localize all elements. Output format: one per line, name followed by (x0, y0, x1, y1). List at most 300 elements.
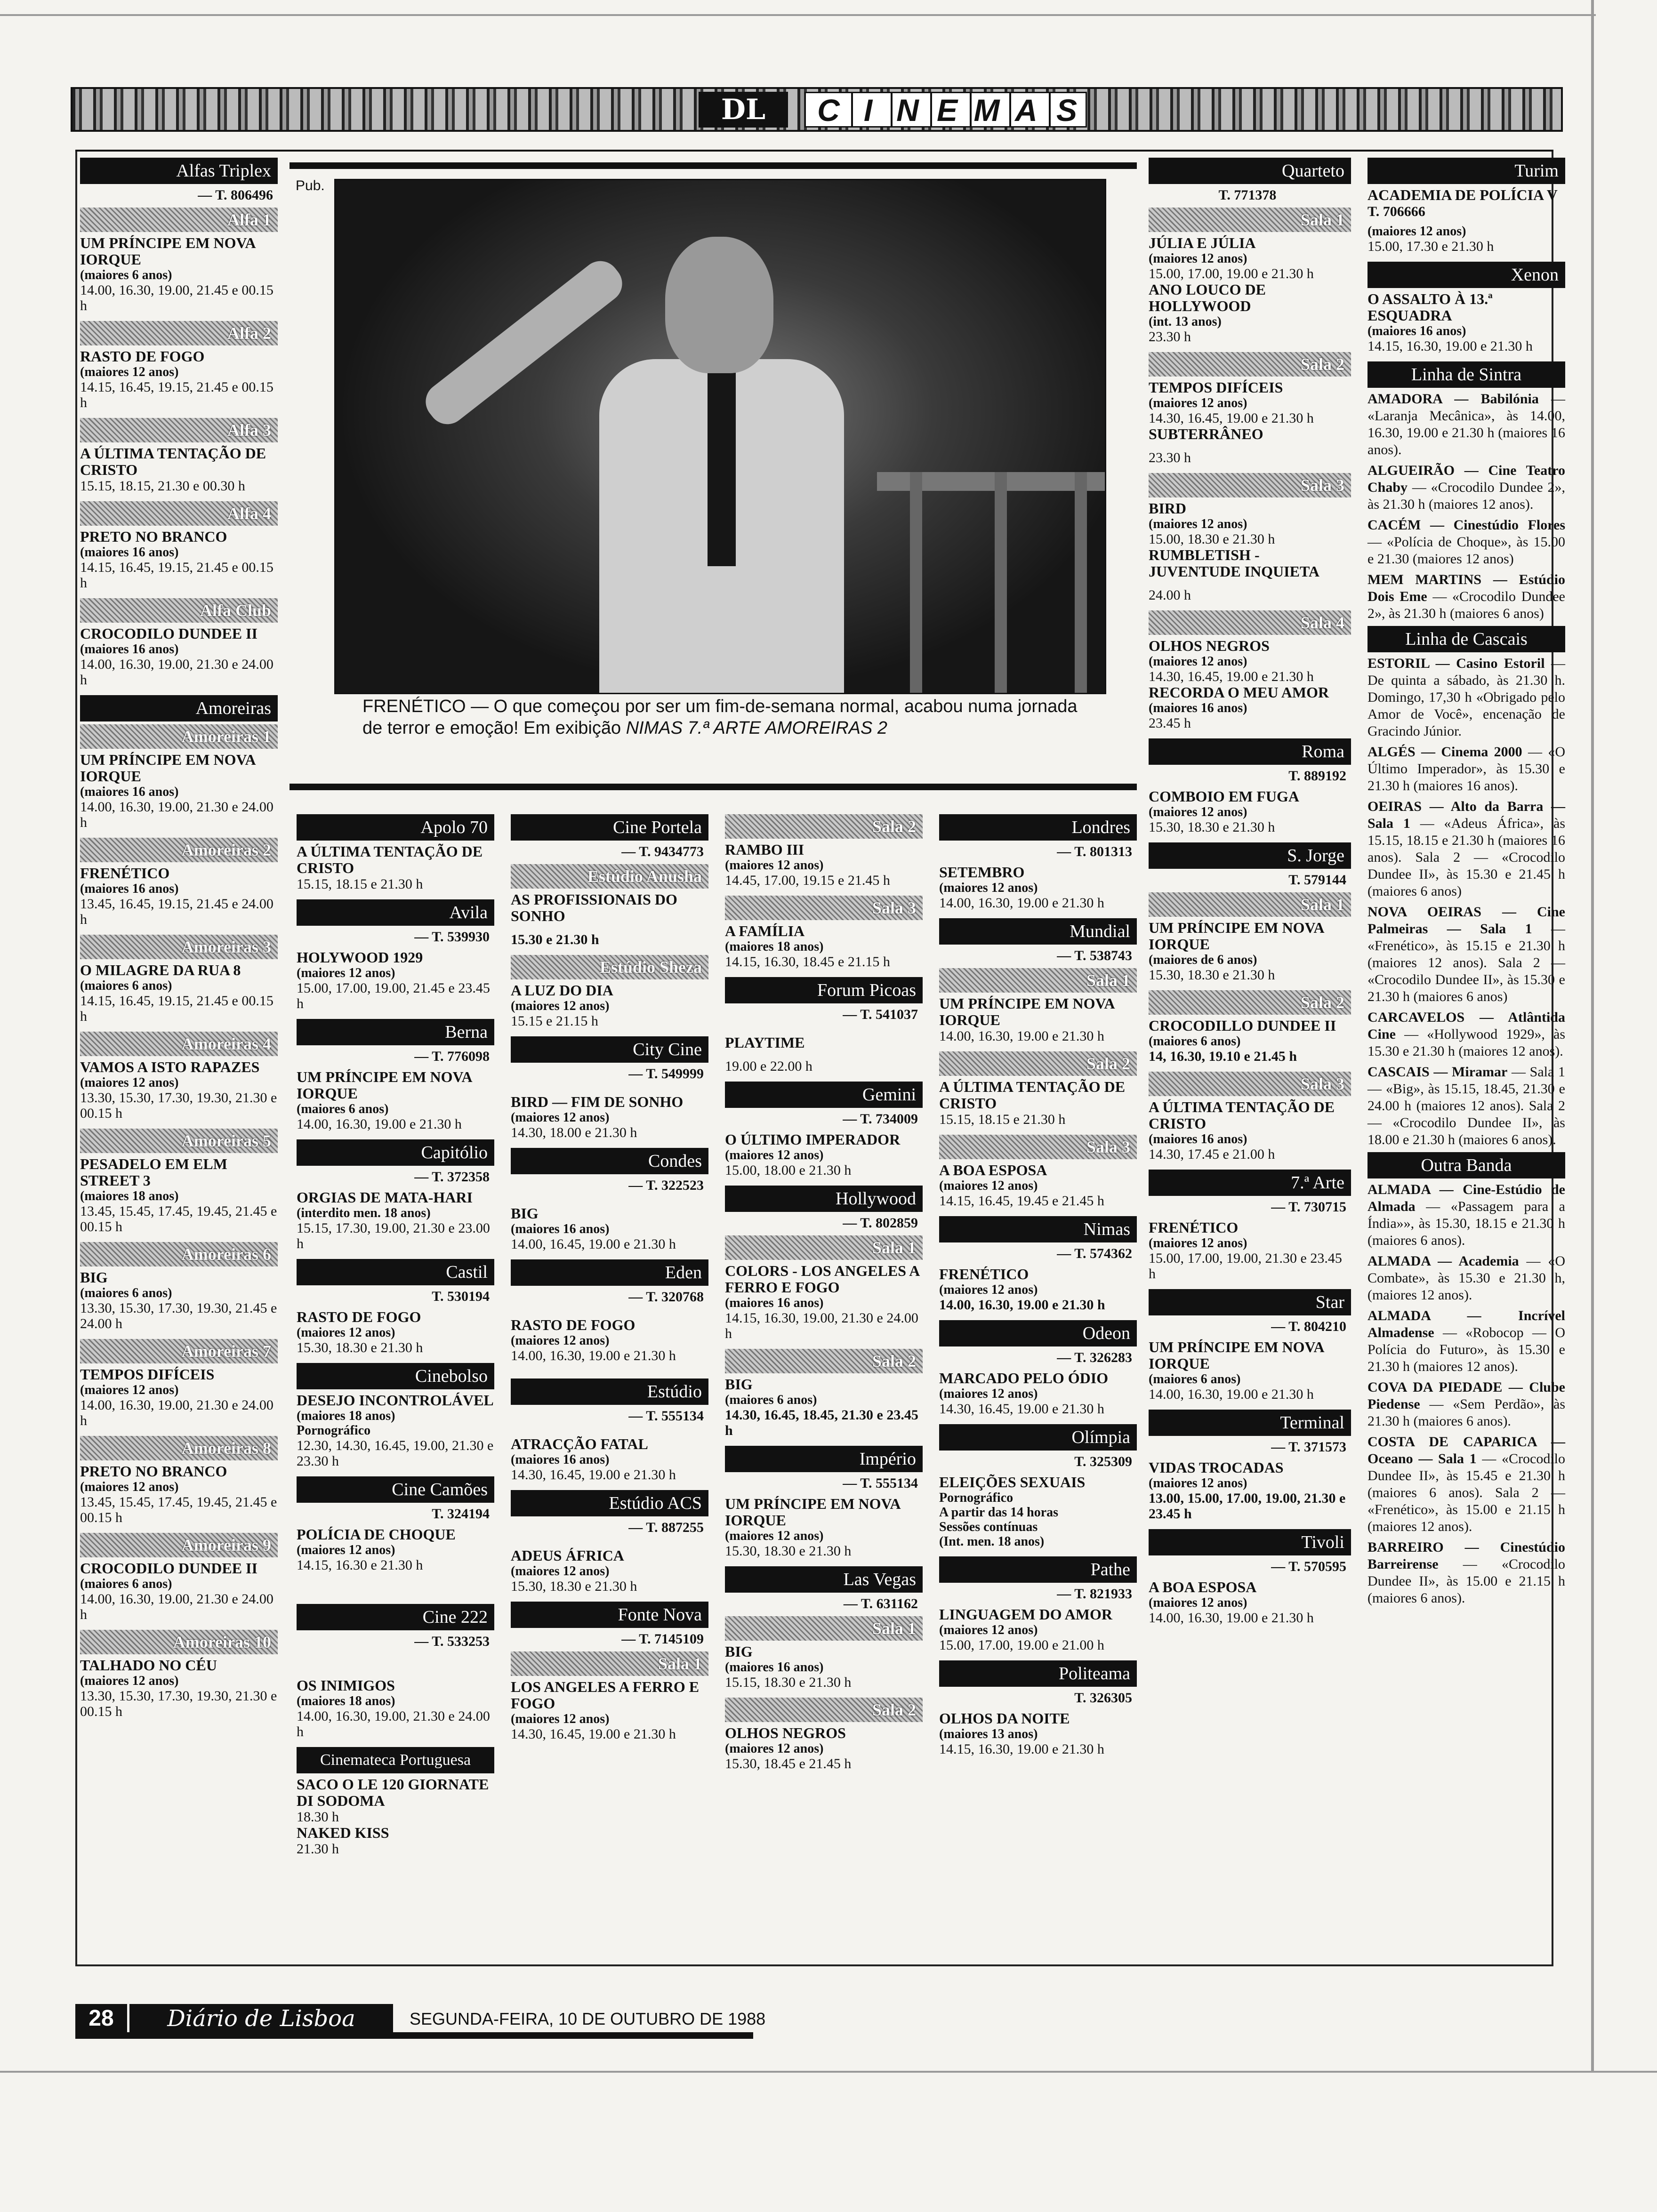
cinema-header: Eden (511, 1259, 708, 1286)
film-title: CROCODILO DUNDEE II (80, 1560, 257, 1577)
column-6 (1149, 158, 1351, 1633)
showtimes: 23.30 h (1149, 450, 1191, 465)
rating: (maiores 16 anos) (725, 1296, 824, 1310)
film-title: ELEIÇÕES SEXUAIS (939, 1474, 1086, 1491)
screen-header: Sala 1 (1149, 208, 1351, 232)
rating: (maiores 12 anos) (1149, 1236, 1247, 1250)
showtimes: 14.45, 17.00, 19.15 e 21.45 h (725, 873, 890, 888)
rating: (maiores 12 anos) (725, 858, 824, 873)
cinema-header: City Cine (511, 1036, 708, 1063)
rating: (maiores de 6 anos) (1149, 953, 1257, 967)
phone: T. 889192 (1288, 768, 1346, 784)
film-title: BIRD — FIM DE SONHO (511, 1093, 684, 1110)
showtimes: 13.45, 15.45, 17.45, 19.45, 21.45 e 00.15 h (80, 1203, 277, 1234)
showtimes: 14.30, 16.45, 19.00 e 21.30 h (511, 1726, 676, 1742)
film-title: PESADELO EM ELM STREET 3 (80, 1155, 227, 1189)
regional-listing: CASCAIS — Miramar — Sala 1 — «Big», às 15.15, 18.45, 21.30 e 24.00 h (maiores 12 anos). Sala 2 — «Crocodilo Dundee II», às 18.00 e 21.30 h (maiores 6 anos). (1367, 1064, 1565, 1147)
cinema-header: Apolo 70 (297, 814, 494, 841)
cinema-header: Capitólio (297, 1139, 494, 1166)
showtimes: 14.00, 16.30, 19.00 e 21.30 h (939, 895, 1104, 911)
showtimes: 15.15, 18.15 e 21.30 h (297, 876, 423, 892)
section-letter: N (885, 93, 932, 126)
rating: (Int. men. 18 anos) (939, 1534, 1045, 1549)
cinema-header: Star (1149, 1289, 1351, 1315)
showtimes: 14.00, 16.30, 19.00 e 21.30 h (939, 1028, 1104, 1044)
screen-header: Alfa Club (80, 598, 278, 623)
film-title: LINGUAGEM DO AMOR (939, 1606, 1112, 1623)
showtimes: 14.15, 16.45, 19.15, 21.45 e 00.15 h (80, 993, 273, 1024)
screen-header: Amoreiras 6 (80, 1242, 278, 1266)
film-title: SETEMBRO (939, 864, 1025, 881)
film-title: UM PRÍNCIPE EM NOVA IORQUE (939, 995, 1114, 1028)
film-note: Pornográfico (939, 1491, 1014, 1505)
frame-top-rule (75, 150, 1553, 152)
screen-header: Alfa 2 (80, 321, 278, 345)
column-5 (939, 814, 1137, 1764)
film-title: RAMBO III (725, 841, 804, 858)
showtimes: 15.00, 18.00 e 21.30 h (725, 1162, 852, 1178)
rating: (maiores 16 anos) (80, 882, 179, 896)
film-title: ACADEMIA DE POLÍCIA V (1367, 186, 1558, 203)
film-title: RASTO DE FOGO (297, 1308, 421, 1325)
cinema-header: Forum Picoas (725, 977, 923, 1003)
cinema-header: Estúdio ACS (511, 1490, 708, 1516)
film-title: A LUZ DO DIA (511, 982, 613, 999)
film-title: HOLYWOOD 1929 (297, 949, 423, 966)
showtimes: 15.30, 18.45 e 21.45 h (725, 1756, 852, 1771)
film-title: A ÚLTIMA TENTAÇÃO DE CRISTO (80, 445, 266, 478)
column-7 (1367, 158, 1565, 1611)
rating: (maiores 12 anos) (1149, 517, 1247, 531)
film-title: VIDAS TROCADAS (1149, 1459, 1284, 1476)
film-title: FRENÉTICO (1149, 1219, 1239, 1236)
section-letter: I (845, 93, 893, 126)
phone: — T. 887255 (628, 1520, 704, 1535)
rating: (maiores 6 anos) (80, 268, 172, 282)
showtimes: 14.00, 16.30, 19.00, 21.30 e 24.00 h (80, 799, 273, 830)
rating: (maiores 16 anos) (511, 1452, 610, 1467)
column-1 (80, 158, 278, 1727)
phone: — T. 371573 (1271, 1439, 1346, 1455)
phone: — T. 776098 (414, 1049, 490, 1064)
showtimes: 14.30, 17.45 e 21.00 h (1149, 1146, 1275, 1162)
phone: — T. 320768 (628, 1289, 704, 1305)
screen-header: Estúdio Sheza (511, 955, 708, 979)
phone: T. 325309 (1074, 1454, 1132, 1469)
rating: (maiores 16 anos) (80, 545, 179, 560)
paper-logo: DL (699, 92, 788, 128)
rating: (maiores 6 anos) (80, 978, 172, 993)
screen-header: Sala 1 (1149, 892, 1351, 917)
showtimes: 14.30, 16.45, 19.00 e 21.30 h (1149, 669, 1314, 684)
rating: (maiores 6 anos) (297, 1102, 389, 1116)
showtimes: 15.15 e 21.15 h (511, 1013, 598, 1029)
section-letter: M (964, 93, 1011, 126)
showtimes: 15.00, 17.00, 19.00, 21.45 e 23.45 h (297, 980, 490, 1011)
phone: T. 771378 (1218, 187, 1277, 203)
film-title: RUMBLETISH - JUVENTUDE INQUIETA (1149, 546, 1320, 580)
film-title: UM PRÍNCIPE EM NOVA IORQUE (80, 234, 255, 268)
showtimes: 14.15, 16.45, 19.45 e 21.45 h (939, 1193, 1104, 1209)
phone: T. 530194 (432, 1289, 490, 1304)
showtimes: 21.30 h (297, 1841, 339, 1857)
showtimes: 15.30, 18.30 e 21.30 h (1149, 819, 1275, 835)
phone: — T. 574362 (1057, 1246, 1132, 1261)
rating: (interdito men. 18 anos) (297, 1206, 431, 1220)
screen-header: Sala 3 (725, 896, 923, 920)
region-header: Outra Banda (1367, 1152, 1565, 1178)
regional-listing: COSTA DE CAPARICA — Oceano — Sala 1 — «Crocodilo Dundee II», às 15.45 e 21.30 h (maiores 6 anos). Sala 2 — «Frenético», às 15.00 e 21.15 h (maiores 12 anos). (1367, 1434, 1565, 1534)
film-title: ORGIAS DE MATA-HARI (297, 1189, 473, 1206)
showtimes: 18.30 h (297, 1809, 339, 1825)
film-title: PLAYTIME (725, 1034, 805, 1051)
film-title: FRENÉTICO (80, 865, 170, 882)
phone: — T. 555134 (628, 1408, 704, 1424)
section-letter: A (1004, 93, 1051, 126)
rating: (maiores 6 anos) (1149, 1372, 1241, 1387)
phone: — T. 541037 (843, 1007, 918, 1022)
regional-listing: CACÉM — Cinestúdio Flores — «Polícia de Choque», às 15.00 e 21.30 (maiores 12 anos) (1367, 517, 1565, 567)
film-title: SUBTERRÂNEO (1149, 425, 1263, 442)
film-title: MARCADO PELO ÓDIO (939, 1370, 1109, 1387)
region-header: Linha de Cascais (1367, 626, 1565, 652)
rating: (maiores 12 anos) (297, 966, 395, 980)
section-letter: S (1056, 93, 1078, 128)
film-title: UM PRÍNCIPE EM NOVA IORQUE (1149, 1338, 1324, 1372)
film-title: UM PRÍNCIPE EM NOVA IORQUE (80, 751, 255, 785)
rating: (maiores 12 anos) (1149, 1595, 1247, 1610)
screen-header: Sala 2 (939, 1051, 1137, 1076)
film-title: TEMPOS DIFÍCEIS (80, 1366, 215, 1383)
cinema-header: Cine 222 (297, 1604, 494, 1630)
screen-header: Sala 4 (1149, 610, 1351, 635)
rating: (maiores 12 anos) (80, 1480, 179, 1494)
rating: (maiores 12 anos) (511, 1333, 610, 1348)
rating: (maiores 6 anos) (80, 1286, 172, 1300)
phone: — T. 801313 (1057, 844, 1132, 859)
film-title: BIG (725, 1643, 753, 1660)
advertising-label: Pub. (296, 178, 325, 193)
screen-header: Amoreiras 1 (80, 724, 278, 749)
phone: — T. 555134 (843, 1475, 918, 1491)
showtimes: 15.00, 17.00, 19.00 e 21.30 h (1149, 266, 1314, 281)
cinema-header: Fonte Nova (511, 1602, 708, 1628)
showtimes: 14.00, 16.30, 19.00, 21.30 e 24.00 h (297, 1708, 490, 1739)
film-title: BIRD (1149, 500, 1187, 517)
cinema-header: Avila (297, 899, 494, 926)
rating: (maiores 12 anos) (80, 365, 179, 379)
phone: T. 324194 (432, 1506, 490, 1522)
rating: (maiores 16 anos) (725, 1660, 824, 1675)
showtimes: 15.00, 17.00, 19.00, 21.30 e 23.45 h (1149, 1250, 1342, 1282)
showtimes: 15.15, 17.30, 19.00, 21.30 e 23.00 h (297, 1220, 490, 1251)
showtimes: 14.00, 16.30, 19.00 e 21.30 h (1149, 1387, 1314, 1402)
cinema-header: Alfas Triplex (80, 158, 278, 184)
ad-top-rule (290, 162, 1137, 169)
screen-header: Amoreiras 5 (80, 1129, 278, 1153)
regional-listing: AMADORA — Babilónia — «Laranja Mecânica», às 14.00, 16.30, 19.00 e 21.30 h (maiores 16 anos). (1367, 391, 1565, 457)
screen-header: Sala 2 (725, 814, 923, 839)
showtimes: 14.00, 16.30, 19.00, 21.30 e 24.00 h (80, 657, 273, 688)
regional-listing: OEIRAS — Alto da Barra — Sala 1 — «Adeus África», às 15.15, 18.15 e 21.30 h (maiores 16 anos). Sala 2 — «Crocodilo Dundee II», às 15.30 e 21.45 h (maiores 6 anos) (1367, 799, 1565, 899)
showtimes: 14.15, 16.30, 19.00 e 21.30 h (1367, 338, 1533, 354)
rating: (maiores 16 anos) (1149, 1132, 1247, 1146)
page-bottom-edge (0, 2071, 1657, 2073)
section-letter: C (806, 93, 853, 126)
section-title (804, 92, 1087, 128)
rating: (maiores 6 anos) (1149, 1034, 1241, 1049)
regional-listing: CARCAVELOS — Atlântida Cine — «Hollywood 1929», às 15.30 e 21.30 h (maiores 12 anos). (1367, 1010, 1565, 1059)
cinema-header: Tivoli (1149, 1529, 1351, 1555)
section-letter: E (925, 93, 972, 126)
film-title: COMBOIO EM FUGA (1149, 788, 1299, 805)
showtimes: 12.30, 14.30, 16.45, 19.00, 21.30 e 23.30 h (297, 1438, 494, 1469)
film-title: PRETO NO BRANCO (80, 528, 227, 545)
phone: — T. 538743 (1057, 948, 1132, 963)
showtimes: 13.45, 15.45, 17.45, 19.45, 21.45 e 00.15 h (80, 1494, 277, 1525)
page-edge (1591, 0, 1594, 2071)
footer-rule (75, 2032, 753, 2039)
rating: (maiores 12 anos) (1149, 805, 1247, 819)
film-title: AS PROFISSIONAIS DO SONHO (511, 891, 677, 924)
showtimes: 13.30, 15.30, 17.30, 19.30, 21.30 e 00.15 h (80, 1090, 277, 1121)
column-3 (511, 814, 708, 1749)
screen-header: Sala 1 (511, 1651, 708, 1676)
screen-header: Sala 3 (1149, 473, 1351, 497)
regional-listing: ESTORIL — Casino Estoril — De quinta a sábado, às 21.30 h. Domingo, 17,30 h «Obrigado pelo Amor de Você», encenação de Gracindo Júnior. (1367, 656, 1565, 739)
showtimes: 23.30 h (1149, 329, 1191, 345)
rating: (maiores 18 anos) (80, 1189, 179, 1203)
showtimes: 14.30, 18.00 e 21.30 h (511, 1125, 637, 1140)
phone: — T. 821933 (1057, 1586, 1132, 1602)
film-title: ATRACÇÃO FATAL (511, 1435, 648, 1452)
film-title: UM PRÍNCIPE EM NOVA IORQUE (1149, 919, 1324, 953)
film-title: CROCODILO DUNDEE II (80, 625, 257, 642)
phone: — T. 549999 (628, 1066, 704, 1082)
film-title: DESEJO INCONTROLÁVEL (297, 1392, 494, 1409)
film-title: A BOA ESPOSA (939, 1162, 1047, 1178)
screen-header: Amoreiras 7 (80, 1339, 278, 1363)
film-title: O ASSALTO À 13.ª ESQUADRA (1367, 290, 1493, 324)
film-note: Pornográfico (297, 1423, 371, 1438)
film-title: VAMOS A ISTO RAPAZES (80, 1058, 260, 1075)
region-header: Linha de Sintra (1367, 361, 1565, 388)
screen-header: Sala 2 (1149, 352, 1351, 377)
rating: (maiores 18 anos) (725, 939, 824, 954)
phone: — T. 9434773 (621, 844, 704, 859)
showtimes: 15.00, 18.30 e 21.30 h (1149, 531, 1275, 547)
phone: — T. 322523 (628, 1178, 704, 1193)
film-title: SACO O LE 120 GIORNATE DI SODOMA (297, 1776, 489, 1809)
rating: (maiores 6 anos) (725, 1393, 817, 1407)
screen-header: Sala 2 (725, 1349, 923, 1373)
showtimes: 14.00, 16.30, 19.00, 21.45 e 00.15 h (80, 282, 273, 313)
rating: (maiores 12 anos) (939, 1282, 1038, 1297)
phone: T. 706666 (1367, 204, 1425, 219)
showtimes: 14.15, 16.30, 19.00 e 21.30 h (939, 1741, 1104, 1757)
rating: (maiores 12 anos) (80, 1075, 179, 1090)
rating: (maiores 12 anos) (939, 881, 1038, 895)
film-title: RECORDA O MEU AMOR (1149, 684, 1329, 701)
regional-listing: ALMADA — Cine-Estúdio de Almada — «Passagem para a Índia»», às 15.30, 18.15 e 21.30 h (maiores 6 anos). (1367, 1182, 1565, 1248)
phone: — T. 804210 (1271, 1319, 1346, 1334)
regional-listing: ALMADA — Academia — «O Combate», às 15.30 e 21.30 h, (maiores 12 anos). (1367, 1253, 1565, 1303)
screen-header: Amoreiras 3 (80, 935, 278, 959)
screen-header: Alfa 3 (80, 418, 278, 442)
rating: (maiores 12 anos) (1149, 251, 1247, 266)
rating: (maiores 16 anos) (1149, 701, 1247, 715)
film-title: POLÍCIA DE CHOQUE (297, 1526, 456, 1543)
ad-bottom-rule (290, 784, 1137, 790)
showtimes: 13.00, 15.00, 17.00, 19.00, 21.30 e 23.45 h (1149, 1491, 1346, 1522)
showtimes: 14.00, 16.30, 19.00 e 21.30 h (939, 1297, 1105, 1313)
rating: (maiores 12 anos) (939, 1178, 1038, 1193)
phone: T. 326305 (1074, 1690, 1132, 1706)
cinema-header: Castil (297, 1259, 494, 1285)
showtimes: 15.15, 18.30 e 21.30 h (725, 1675, 852, 1690)
showtimes: 14.15, 16.30, 19.00, 21.30 e 24.00 h (725, 1310, 918, 1341)
film-title: A ÚLTIMA TENTAÇÃO DE CRISTO (1149, 1098, 1335, 1132)
showtimes: 15.30 e 21.30 h (511, 932, 599, 947)
rating: (maiores 18 anos) (297, 1409, 395, 1423)
caption-theatres: NIMAS 7.ª ARTE AMOREIRAS 2 (626, 718, 888, 738)
showtimes: 14.30, 16.45, 19.00 e 21.30 h (939, 1401, 1104, 1417)
showtimes: 23.45 h (1149, 715, 1191, 731)
rating: (maiores 13 anos) (939, 1727, 1038, 1741)
screen-header: Sala 3 (939, 1135, 1137, 1159)
showtimes: 15.30, 18.30 e 21.30 h (297, 1340, 423, 1355)
regional-listing: NOVA OEIRAS — Cine Palmeiras — Sala 1 — «Frenético», às 15.15 e 21.30 h (maiores 12 anos). Sala 2 — «Crocodilo Dundee II», às 15.30 e 21.30 h (maiores 6 anos) (1367, 904, 1565, 1004)
caption-text: — O que começou por ser um fim-de-semana normal, acabou numa jornada de terror e emoção! Em exibição (362, 697, 1078, 738)
paper-name: Diário de Lisboa (129, 2004, 393, 2033)
rating: (maiores 12 anos) (725, 1741, 824, 1756)
phone: — T. 326283 (1057, 1350, 1132, 1365)
film-title: UM PRÍNCIPE EM NOVA IORQUE (297, 1068, 472, 1102)
showtimes: 14.00, 16.30, 19.00 e 21.30 h (511, 1348, 676, 1363)
showtimes: 14.00, 16.30, 19.00, 21.30 e 24.00 h (80, 1397, 273, 1428)
film-title: BIG (511, 1205, 539, 1222)
film-title: RASTO DE FOGO (511, 1316, 635, 1333)
screen-header: Sala 1 (939, 968, 1137, 993)
showtimes: 24.00 h (1149, 587, 1191, 603)
rating: (maiores 12 anos) (725, 1148, 824, 1162)
film-title: OLHOS DA NOITE (939, 1710, 1070, 1727)
cinema-header: Condes (511, 1148, 708, 1174)
column-4 (725, 814, 923, 1779)
rating: (maiores 12 anos) (297, 1325, 395, 1340)
film-note: A partir das 14 horas (939, 1505, 1059, 1520)
showtimes: 14.30, 16.45, 19.00 e 21.30 h (511, 1467, 676, 1483)
film-note: Sessões contínuas (939, 1520, 1038, 1534)
screen-header: Sala 1 (725, 1616, 923, 1641)
film-title: COLORS - LOS ANGELES A FERRO E FOGO (725, 1262, 919, 1296)
film-title: FRENÉTICO (939, 1266, 1029, 1282)
cinema-header: Terminal (1149, 1410, 1351, 1436)
film-title: OS INIMIGOS (297, 1677, 395, 1694)
showtimes: 15.30, 18.30 e 21.30 h (1149, 967, 1275, 983)
phone: — T. 730715 (1271, 1199, 1346, 1215)
rating: (maiores 12 anos) (1149, 396, 1247, 410)
showtimes: 14.30, 16.45, 18.45, 21.30 e 23.45 h (725, 1407, 918, 1438)
phone: — T. 533253 (414, 1634, 490, 1649)
film-title: OLHOS NEGROS (725, 1724, 846, 1741)
cinema-header: S. Jorge (1149, 842, 1351, 869)
cinema-header: Cinemateca Portuguesa (297, 1747, 494, 1773)
cinema-header: Pathe (939, 1556, 1137, 1583)
screen-header: Sala 3 (1149, 1072, 1351, 1096)
phone: — T. 631162 (843, 1596, 918, 1611)
cinema-header: 7.ª Arte (1149, 1170, 1351, 1196)
section-masthead (71, 87, 1563, 132)
page-top-rule (0, 14, 1596, 16)
regional-listing: BARREIRO — Cinestúdio Barreirense — «Crocodilo Dundee II», às 15.00 e 21.15 h (maiores 6 anos). (1367, 1539, 1565, 1606)
cinema-header: Olímpia (939, 1424, 1137, 1451)
cinema-header: Cinebolso (297, 1363, 494, 1389)
film-title: A ÚLTIMA TENTAÇÃO DE CRISTO (297, 843, 483, 876)
rating: (maiores 16 anos) (80, 785, 179, 799)
cinema-header: Las Vegas (725, 1566, 923, 1593)
film-title: A FAMÍLIA (725, 922, 805, 939)
cinema-header: Berna (297, 1019, 494, 1045)
screen-header: Amoreiras 8 (80, 1436, 278, 1460)
rating: (maiores 12 anos) (939, 1387, 1038, 1401)
showtimes: 15.15, 18.15 e 21.30 h (939, 1112, 1066, 1127)
showtimes: 14.00, 16.30, 19.00, 21.30 e 24.00 h (80, 1591, 273, 1622)
phone: T. 579144 (1288, 872, 1346, 888)
film-title: A BOA ESPOSA (1149, 1579, 1257, 1595)
screen-header: Amoreiras 10 (80, 1630, 278, 1654)
rating: (maiores 12 anos) (297, 1543, 395, 1557)
cinema-header: Londres (939, 814, 1137, 841)
rating: (maiores 6 anos) (80, 1577, 172, 1591)
rating: (maiores 12 anos) (511, 999, 610, 1013)
cinema-header: Cine Camões (297, 1476, 494, 1503)
screen-header: Sala 2 (1149, 990, 1351, 1015)
cinema-header: Gemini (725, 1082, 923, 1108)
screen-header: Alfa 1 (80, 208, 278, 232)
rating: (maiores 18 anos) (297, 1694, 395, 1708)
film-title: O MILAGRE DA RUA 8 (80, 962, 241, 978)
film-title: TALHADO NO CÉU (80, 1657, 217, 1674)
screen-header: Sala 2 (725, 1698, 923, 1722)
rating: (maiores 16 anos) (1367, 324, 1466, 338)
showtimes: 14.15, 16.30 e 21.30 h (297, 1557, 423, 1573)
rating: (maiores 12 anos) (939, 1623, 1038, 1637)
cinema-header: Nimas (939, 1216, 1137, 1242)
film-title: CROCODILLO DUNDEE II (1149, 1017, 1336, 1034)
film-title: OLHOS NEGROS (1149, 637, 1270, 654)
showtimes: 15.00, 17.30 e 21.30 h (1367, 239, 1494, 254)
cinema-header: Politeama (939, 1660, 1137, 1687)
rating: (maiores 12 anos) (1149, 654, 1247, 669)
regional-listing: COVA DA PIEDADE — Clube Piedense — «Sem Perdão», às 21.30 h (maiores 6 anos). (1367, 1379, 1565, 1429)
showtimes: 14.15, 16.45, 19.15, 21.45 e 00.15 h (80, 379, 273, 410)
caption-lead: FRENÉTICO (362, 697, 466, 716)
film-title: A ÚLTIMA TENTAÇÃO DE CRISTO (939, 1078, 1126, 1112)
rating: (maiores 12 anos) (1367, 224, 1466, 239)
showtimes: 15.30, 18.30 e 21.30 h (511, 1579, 637, 1594)
film-still-photo (334, 179, 1106, 694)
film-title: TEMPOS DIFÍCEIS (1149, 379, 1283, 396)
cinema-header: Xenon (1367, 262, 1565, 288)
rating: (maiores 12 anos) (80, 1383, 179, 1397)
film-title: RASTO DE FOGO (80, 348, 205, 365)
cinema-header: Odeon (939, 1320, 1137, 1346)
showtimes: 15.30, 18.30 e 21.30 h (725, 1543, 852, 1559)
page-number: 28 (75, 2004, 127, 2033)
phone: — T. 570595 (1271, 1559, 1346, 1574)
phone: — T. 806496 (198, 187, 273, 203)
